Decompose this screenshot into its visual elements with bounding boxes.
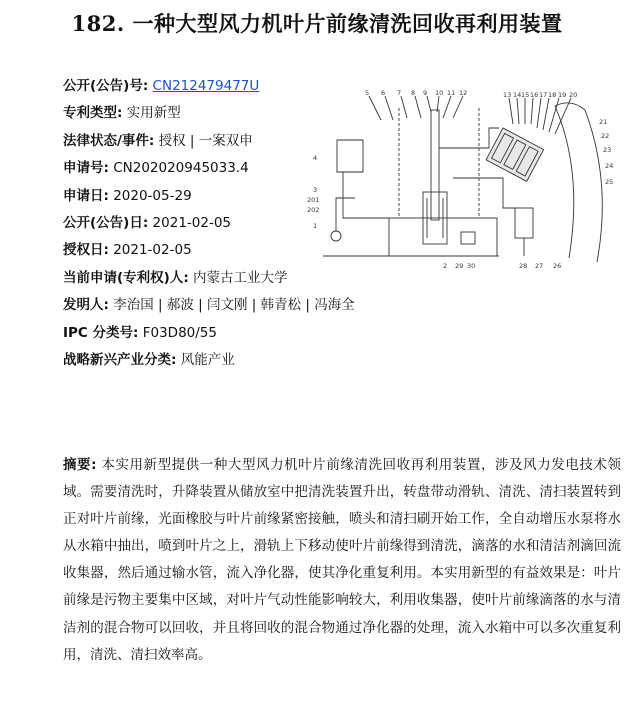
figure-label: 17 xyxy=(539,91,548,99)
figure-label: 14 xyxy=(513,91,522,99)
figure-label: 24 xyxy=(605,162,614,170)
purifier xyxy=(515,208,533,238)
figure-label: 2 xyxy=(443,262,448,270)
meta-value: 授权 | 一案双申 xyxy=(158,132,253,149)
meta-label: 法律状态/事件: xyxy=(63,132,155,149)
figure-label: 3 xyxy=(313,186,318,194)
meta-label: IPC 分类号: xyxy=(63,324,139,341)
patent-drawing xyxy=(303,88,621,274)
meta-label: 发明人: xyxy=(63,297,109,314)
meta-value: 内蒙古工业大学 xyxy=(193,269,288,286)
figure-label: 15 xyxy=(521,91,530,99)
left-housing xyxy=(337,140,363,172)
blade-tip xyxy=(555,103,585,110)
figure-label: 26 xyxy=(553,262,562,270)
meta-value: 2021-02-05 xyxy=(113,242,192,259)
figure-label: 16 xyxy=(530,91,539,99)
lifting-column xyxy=(431,110,439,220)
figure-label: 20 xyxy=(569,91,578,99)
meta-row-inventors xyxy=(63,295,363,322)
publication-number-link[interactable]: CN212479477U xyxy=(152,78,260,94)
figure-label: 21 xyxy=(599,118,608,126)
meta-label: 公开(公告)号: xyxy=(63,78,149,94)
figure-label: 4 xyxy=(313,154,318,162)
meta-label: 当前申请(专利权)人: xyxy=(63,269,189,286)
meta-value: 李治国 | 郝波 | 闫文刚 | 韩青松 | 冯海全 xyxy=(113,297,355,314)
figure-label: 201 xyxy=(307,196,320,204)
meta-value: CN202020945033.4 xyxy=(113,160,249,177)
figure-label: 23 xyxy=(603,146,612,154)
meta-label: 申请日: xyxy=(63,187,109,204)
figure-label: 9 xyxy=(423,89,428,97)
meta-label: 授权日: xyxy=(63,242,109,259)
meta-value: 风能产业 xyxy=(180,351,235,368)
blade-outline xyxy=(585,110,602,262)
figure-label: 8 xyxy=(411,89,416,97)
figure-label: 22 xyxy=(601,132,610,140)
figure-label: 6 xyxy=(381,89,386,97)
cleaning-head xyxy=(486,128,544,181)
figure-label: 7 xyxy=(397,89,402,97)
meta-label: 公开(公告)日: xyxy=(63,214,149,231)
left-pipe xyxy=(343,172,389,218)
figure-label: 27 xyxy=(535,262,544,270)
figure-label: 13 xyxy=(503,91,512,99)
page-title: 182. 一种大型风力机叶片前缘清洗回收再利用装置 xyxy=(71,11,563,36)
figure-label: 28 xyxy=(519,262,528,270)
meta-value: 实用新型 xyxy=(126,105,181,122)
figure-label: 25 xyxy=(605,178,614,186)
figure-label: 12 xyxy=(459,89,468,97)
meta-label: 专利类型: xyxy=(63,105,123,122)
figure-labels xyxy=(307,89,613,270)
pump-symbol xyxy=(331,231,341,241)
figure-label: 202 xyxy=(307,206,320,214)
meta-label: 战略新兴产业分类: xyxy=(63,351,177,368)
meta-label: 申请号: xyxy=(63,160,109,177)
figure-label: 5 xyxy=(365,89,370,97)
blade-leading-edge xyxy=(555,106,574,258)
meta-value: 2020-05-29 xyxy=(113,187,192,204)
figure-label: 19 xyxy=(558,91,567,99)
figure-label: 11 xyxy=(447,89,456,97)
meta-row-ipc xyxy=(63,323,363,350)
abstract-text: 本实用新型提供一种大型风力机叶片前缘清洗回收再利用装置，涉及风力发电技术领域。需要清洗时，升降装置从储放室中把清洗装置升出，转盘带动滑轨、清洗、清扫装置转到正对叶片前缘，光面橡胶与叶片前缘紧密接触，喷头和清扫刷开始工作，全自动增压水泵将水从水箱中抽出，喷到叶片之上，滑轨上下移动使叶片前缘得到清洗，滴落的水和清洁剂滴回流收集器，然后通过输水管，流入净化器，使其净化重复利用。本实用新型的有益效果是：叶片前缘是污物主要集中区域，对叶片气动性能影响较大，利用收集器，使叶片前缘滴落的水与清洁剂的混合物可以回收，并且将回收的混合物通过净化器的处理，流入水箱中可以多次重复利用，清洗、清扫效率高。 xyxy=(63,457,622,663)
figure-label: 29 xyxy=(455,262,464,270)
abstract xyxy=(63,452,621,669)
meta-row-industry xyxy=(63,350,363,377)
figure-label: 1 xyxy=(313,222,318,230)
meta-value: 2021-02-05 xyxy=(152,214,232,231)
return-pipe xyxy=(453,178,517,208)
figure-label: 10 xyxy=(435,89,444,97)
feed-pipe xyxy=(439,128,499,148)
meta-value: F03D80/55 xyxy=(142,324,217,341)
pump-pipe xyxy=(336,198,355,231)
abstract-label: 摘要: xyxy=(63,457,97,473)
valve-box xyxy=(461,232,475,244)
figure-label: 18 xyxy=(548,91,557,99)
figure-label: 30 xyxy=(467,262,476,270)
